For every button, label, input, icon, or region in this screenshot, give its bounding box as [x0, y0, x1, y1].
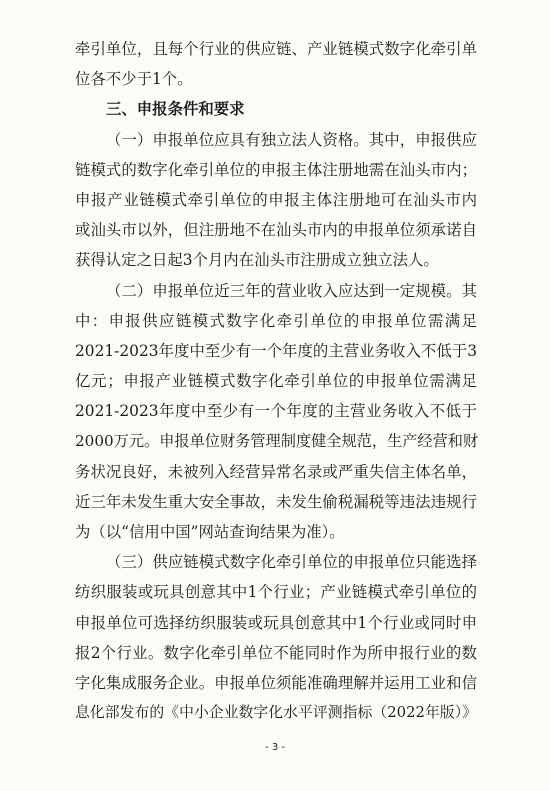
page-number: - 3 - — [265, 742, 285, 753]
text-line: 2021-2023年度中至少有一个年度的主营业务收入不低于 — [75, 402, 477, 421]
text-line: 牵引单位，且每个行业的供应链、产业链模式数字化牵引单 — [75, 40, 477, 58]
text-line: 务状况良好，未被列入经营异常名录或严重失信主体名单， — [75, 462, 477, 481]
body-text — [75, 34, 477, 728]
text-line: 或汕头市以外，但注册地不在汕头市内的申报单位须承诺自 — [75, 221, 477, 240]
text-line: 申报产业链模式牵引单位的申报主体注册地可在汕头市内 — [75, 190, 477, 209]
text-line: 申报单位可选择纺织服装或玩具创意其中1个行业或同时申 — [75, 613, 477, 632]
text-line: 链模式的数字化牵引单位的申报主体注册地需在汕头市内； — [75, 160, 477, 179]
paragraph-first-line: （二）申报单位近三年的营业收入应达到一定规模。其 — [106, 281, 477, 300]
text-line: 2000万元。申报单位财务管理制度健全规范，生产经营和财 — [75, 432, 479, 451]
text-line: 获得认定之日起3个月内在汕头市注册成立独立法人。 — [75, 251, 439, 270]
text-line: 字化集成服务企业。申报单位须能准确理解并运用工业和信 — [75, 673, 477, 692]
section-heading: 三、申报条件和要求 — [106, 100, 245, 119]
text-line: 位各不少于1个。 — [75, 70, 193, 89]
text-line: 纺织服装或玩具创意其中1个行业；产业链模式牵引单位的 — [75, 583, 477, 602]
text-line: 近三年未发生重大安全事故，未发生偷税漏税等违法违规行 — [75, 492, 477, 511]
text-line: 报2个行业。数字化牵引单位不能同时作为所申报行业的数 — [75, 643, 477, 662]
paragraph-first-line: （一）申报单位应具有独立法人资格。其中，申报供应 — [106, 130, 477, 149]
text-line: 2021-2023年度中至少有一个年度的主营业务收入不低于3 — [75, 341, 477, 360]
paragraph-first-line: （三）供应链模式数字化牵引单位的申报单位只能选择 — [106, 553, 477, 572]
text-line: 息化部发布的《中小企业数字化水平评测指标（2022年版）》 — [75, 704, 477, 722]
text-line: 为（以“信用中国”网站查询结果为准）。 — [75, 523, 345, 541]
text-line: 亿元；申报产业链模式数字化牵引单位的申报单位需满足 — [75, 372, 477, 391]
text-line: 中：申报供应链模式数字化牵引单位的申报单位需满足 — [75, 311, 477, 330]
